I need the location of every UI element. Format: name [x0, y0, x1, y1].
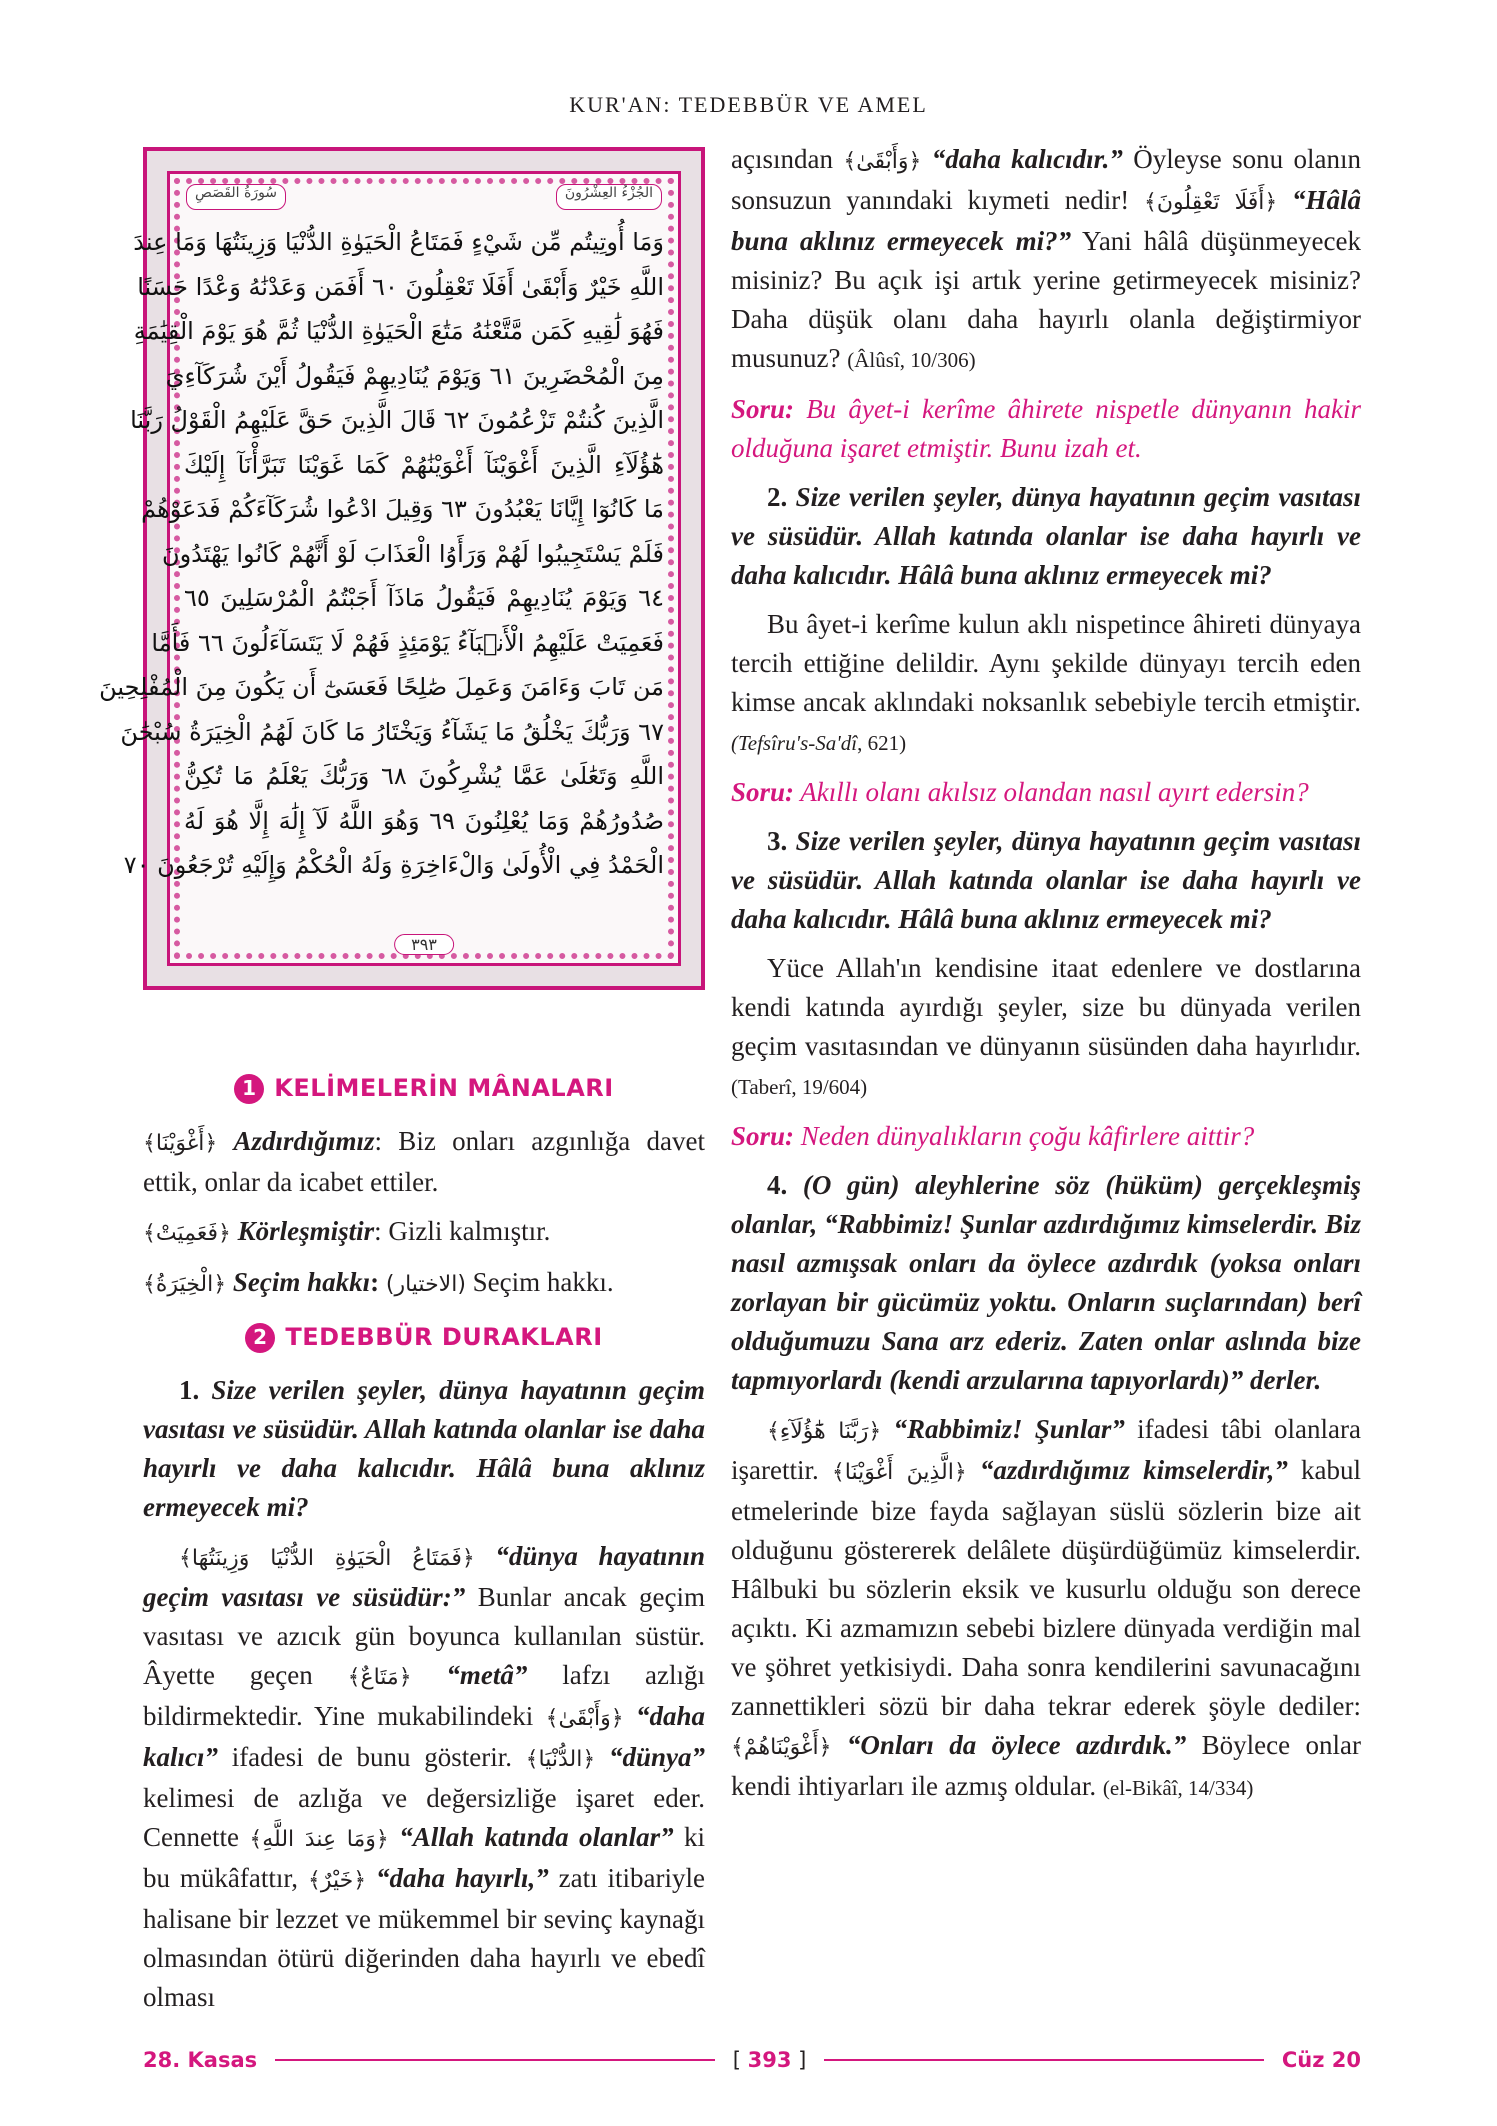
mushaf-surah-label: سُورَةُ القَصَصِ — [186, 184, 286, 210]
question-prompt: Soru: Bu âyet-i kerîme âhirete nispetle dünyanın hakir olduğuna işaret etmiştir. Bunu izah et. — [731, 394, 1361, 463]
footer-juz: Cüz 20 — [1281, 2048, 1362, 2072]
section-title: TEDEBBÜR DURAKLARI — [285, 1323, 603, 1351]
section-number-badge: 2 — [245, 1323, 275, 1353]
page-footer — [143, 2040, 1361, 2080]
question-prompt: Soru: Neden dünyalıkların çoğu kâfirlere aittir? — [731, 1121, 1255, 1151]
mushaf-line: فَلَمْ يَسْتَجِيبُوا لَهُمْ وَرَأَوُا الْعَذَابَ لَوْ أَنَّهُمْ كَانُوا يَهْتَدُونَ — [161, 539, 664, 568]
mushaf-line: الْحَمْدُ فِي الْأُولَىٰ وَالْءَاخِرَةِ وَلَهُ الْحُكْمُ وَإِلَيْهِ تُرْجَعُونَ ٧٠ — [123, 851, 664, 879]
mushaf-inner-frame — [99, 171, 681, 966]
section-title: KELİMELERİN MÂNALARI — [274, 1074, 614, 1102]
section-number-badge: 1 — [234, 1074, 264, 1104]
running-head: KUR'AN: TEDEBBÜR VE AMEL — [569, 92, 928, 117]
commentary-paragraph: ﴿فَمَتَاعُ الْحَيَوٰةِ الدُّنْيَا وَزِينَتُهَا﴾ “dünya hayatının geçim vasıtası ve süsüdür:” Bunlar ancak geçim vasıtası ve azıcık gün boyunca kullanılan süstür. Âyette geçen ﴿مَتَاعٌ﴾ “metâ” lafzı azlığı bildirmektedir. Yine mukabilindeki ﴿وَأَبْقَىٰ﴾ “daha kalıcı” ifadesi de bunu gösterir. ﴿الدُّنْيَا﴾ “dünya” kelimesi de azlığa ve değersizliğe işaret eder. Cennette ﴿وَمَا عِندَ اللَّهِ﴾ “Allah katında olanlar” ki bu mükâfattır, ﴿خَيْرٌ﴾ “daha hayırlı,” zatı itibariyle halisane bir lezzet ve mükemmel bir sevinç kaynağı olmasından ötürü diğerinden daha hayırlı ve ebedî olması — [143, 1541, 705, 2012]
section-heading-tedebbur — [143, 1318, 705, 1357]
mushaf-line: مِنَ الْمُحْضَرِينَ ٦١ وَيَوْمَ يُنَادِيهِمْ فَيَقُولُ أَيْنَ شُرَكَآءِيَ — [165, 361, 664, 390]
mushaf-line: اللَّهِ وَتَعَٰلَىٰ عَمَّا يُشْرِكُونَ ٦٨ وَرَبُّكَ يَعْلَمُ مَا تُكِنُّ — [184, 762, 664, 790]
footer-rule-left — [275, 2059, 715, 2061]
question-prompt: Soru: Akıllı olanı akılsız olandan nasıl ayırt edersin? — [731, 777, 1309, 807]
reflection-point: 3. Size verilen şeyler, dünya hayatının geçim vasıtası ve süsüdür. Allah katında olanlar ise daha hayırlı ve daha kalıcıdır. Hâlâ buna aklınız ermeyecek mi? — [731, 826, 1361, 934]
mushaf-line: صُدُورُهُمْ وَمَا يُعْلِنُونَ ٦٩ وَهُوَ اللَّهُ لَآ إِلَٰهَ إِلَّا هُوَ لَهُ — [184, 806, 665, 835]
glossary-entry: ﴿فَعَمِيَتْ﴾ Körleşmiştir: Gizli kalmıştır. — [143, 1216, 551, 1246]
mushaf-juz-label: الجُزْءُ العِشْرُونَ — [556, 184, 662, 210]
mushaf-page-image — [99, 147, 705, 990]
right-column — [731, 140, 1361, 1818]
mushaf-page-number: ٣٩٣ — [394, 934, 454, 955]
mushaf-line: فَعَمِيَتْ عَلَيْهِمُ الْأَنۢبَآءُ يَوْمَئِذٍ فَهُمْ لَا يَتَسَآءَلُونَ ٦٦ فَأَمَّا — [151, 628, 664, 657]
commentary-paragraph: açısından ﴿وَأَبْقَىٰ﴾ “daha kalıcıdır.” Öyleyse sonu olanın sonsuzun yanındaki kıymeti nedir! ﴿أَفَلَا تَعْقِلُونَ﴾ “Hâlâ buna aklınız ermeyecek mi?” Yani hâlâ düşünmeyecek misiniz? Bu açık işi artık yerine getirmeyecek misiniz? Daha düşük olanı daha hayırlı olanla değiştirmiyor musunuz? (Âlûsî, 10/306) — [731, 144, 1361, 373]
mushaf-verses — [99, 220, 665, 917]
reflection-point: 4. (O gün) aleyhlerine söz (hüküm) gerçekleşmiş olanlar, “Rabbimiz! Şunlar azdırdığımız kimselerdir. Biz nasıl azmışsak onları da öylece azdırdık (yoksa onları zorlayan bir gücümüz yoktu. Onların suçlarından) berî olduğumuzu Sana arz ederiz. Zaten onlar aslında bize tapmıyorlardı (kendi arzularına tapıyorlardı)” derler. — [731, 1170, 1361, 1395]
footer-rule-right — [824, 2059, 1264, 2061]
footer-surah: 28. Kasas — [143, 2048, 258, 2072]
mushaf-line: فَهُوَ لَٰقِيهِ كَمَن مَّتَّعْنَٰهُ مَتَٰعَ الْحَيَوٰةِ الدُّنْيَا ثُمَّ هُوَ يَوْمَ الْقِيَٰمَةِ — [133, 317, 664, 345]
glossary-entry: ﴿الْخِيَرَةُ﴾ Seçim hakkı: (الاختيار) Seçim hakkı. — [143, 1267, 614, 1297]
mushaf-line: وَمَا أُوتِيتُم مِّن شَيْءٍ فَمَتَاعُ الْحَيَوٰةِ الدُّنْيَا وَزِينَتُهَا وَمَا عِندَ — [133, 228, 664, 256]
commentary-paragraph: Yüce Allah'ın kendisine itaat edenlere ve dostlarına kendi katında ayırdığı şeyler, size bu dünyada verilen geçim vasıtasından ve dünyanın süsünden daha hayırlıdır. (Taberî, 19/604) — [731, 953, 1361, 1099]
reflection-point: 1. Size verilen şeyler, dünya hayatının geçim vasıtası ve süsüdür. Allah katında olanlar ise daha hayırlı ve daha kalıcıdır. Hâlâ buna aklınız ermeyecek mi? — [143, 1375, 705, 1522]
mushaf-line: اللَّهِ خَيْرٌ وَأَبْقَىٰ أَفَلَا تَعْقِلُونَ ٦٠ أَفَمَن وَعَدْنَٰهُ وَعْدًا حَسَنًا — [137, 272, 664, 301]
commentary-paragraph: ﴿رَبَّنَا هَٰٓؤُلَآءِ﴾ “Rabbimiz! Şunlar” ifadesi tâbi olanlara işarettir. ﴿الَّذِينَ أَغْوَيْنَا﴾ “azdırdığımız kimselerdir,” kabul etmelerinde bize fayda sağlayan süslü sözlerin bize ait olduğunu göstererek delâlete düşürdüğümüz kimselerdir. Hâlbuki bu sözlerin eksik ve kusurlu olduğu son derece açıktı. Ki azmamızın sebebi bizlere dünyada verdiğin mal ve şöhret yetkisiydi. Daha sonra kendilerini savunacağını zannettikleri sözü bir daha tekrar ederek şöyle dediler: ﴿أَغْوَيْنَاهُمْ﴾ “Onları da öylece azdırdık.” Böylece onlar kendi ihtiyarları ile azmış oldular. (el-Bikâî, 14/334) — [731, 1414, 1361, 1801]
mushaf-line: مَن تَابَ وَءَامَنَ وَعَمِلَ صَٰلِحًا فَعَسَىٰٓ أَن يَكُونَ مِنَ الْمُفْلِحِينَ — [99, 673, 664, 701]
footer-page-number: [ 393 ] — [732, 2048, 807, 2072]
commentary-paragraph: Bu âyet-i kerîme kulun aklı nispetince âhireti dünyaya tercih ettiğine delildir. Aynı şekilde dünyayı tercih eden kimse ancak aklındaki noksanlık sebebiyle tercih etmiştir. (Tefsîru's-Sa'dî, 621) — [731, 609, 1361, 755]
mushaf-header — [186, 184, 662, 210]
mushaf-line: ٦٤ وَيَوْمَ يُنَادِيهِمْ فَيَقُولُ مَاذَآ أَجَبْتُمُ الْمُرْسَلِينَ ٦٥ — [184, 584, 664, 612]
mushaf-line: هَٰٓؤُلَآءِ الَّذِينَ أَغْوَيْنَآ أَغْوَيْنَٰهُمْ كَمَا غَوَيْنَا تَبَرَّأْنَآ إِلَيْكَ — [184, 450, 664, 479]
mushaf-line: مَا كَانُوٓا إِيَّانَا يَعْبُدُونَ ٦٣ وَقِيلَ ادْعُوا شُرَكَآءَكُمْ فَدَعَوْهُمْ — [141, 495, 664, 523]
section-heading-kelimeler — [143, 1069, 705, 1108]
left-column — [143, 1055, 705, 2027]
mushaf-line: الَّذِينَ كُنتُمْ تَزْعُمُونَ ٦٢ قَالَ الَّذِينَ حَقَّ عَلَيْهِمُ الْقَوْلُ رَبَّنَا — [130, 406, 664, 434]
reflection-point: 2. Size verilen şeyler, dünya hayatının geçim vasıtası ve süsüdür. Allah katında olanlar ise daha hayırlı ve daha kalıcıdır. Hâlâ buna aklınız ermeyecek mi? — [731, 482, 1361, 590]
mushaf-line: ٦٧ وَرَبُّكَ يَخْلُقُ مَا يَشَآءُ وَيَخْتَارُ مَا كَانَ لَهُمُ الْخِيَرَةُ سُبْحَٰنَ — [120, 717, 664, 746]
glossary-entry: ﴿أَغْوَيْنَا﴾ Azdırdığımız: Biz onları azgınlığa davet ettik, onlar da icabet ettiler. — [143, 1126, 705, 1197]
